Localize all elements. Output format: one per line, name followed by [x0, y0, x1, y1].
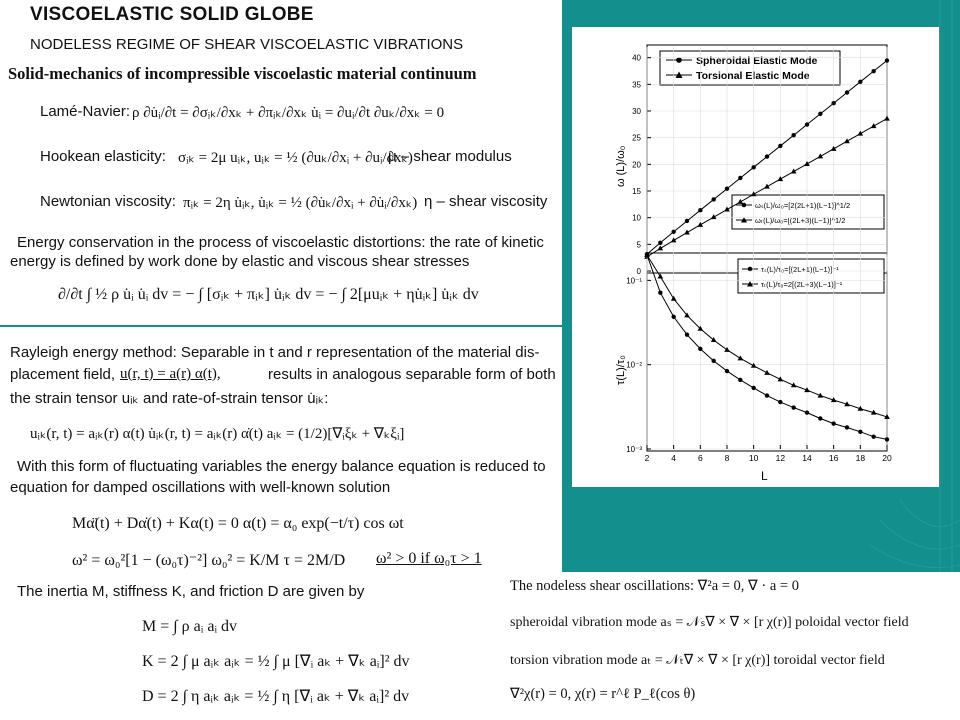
lower-spheroidal-point: [738, 378, 742, 382]
lower-y-tick-label: 10⁻²: [626, 360, 642, 370]
lower-spheroidal-point: [858, 430, 862, 434]
upper-spheroidal-point: [885, 58, 889, 62]
lower-spheroidal-point: [658, 291, 662, 295]
lower-spheroidal-point: [845, 425, 849, 429]
x-tick-label: 14: [802, 453, 812, 463]
upper-torsional-point: [711, 214, 717, 219]
lower-spheroidal-point: [711, 359, 715, 363]
frequency-equation: ω² = ω₀²[1 − (ω₀τ)⁻²] ω₀² = K/M τ = 2M/D: [72, 552, 346, 569]
energy-text-1: Energy conservation in the process of viscoelastic distortions: the rate of kinetic: [17, 234, 544, 251]
lower-spheroidal-point: [685, 332, 689, 336]
upper-spheroidal-point: [805, 122, 809, 126]
lower-spheroidal-point: [778, 400, 782, 404]
lower-torsional-point: [751, 363, 757, 368]
lower-y-tick-label: 10⁻³: [626, 445, 642, 454]
upper-spheroidal-point: [871, 69, 875, 73]
lower-spheroidal-point: [671, 315, 675, 319]
strain-equation: uᵢₖ(r, t) = aᵢₖ(r) α(t) u̇ᵢₖ(r, t) = aᵢₖ(r) α̇(t) aᵢₖ = (1/2)[∇ᵢξₖ + ∇ₖξᵢ]: [30, 426, 405, 442]
upper-spheroidal-point: [818, 112, 822, 116]
hooke-equation: σᵢₖ = 2μ uᵢₖ, uᵢₖ = ½ (∂uₖ/∂xᵢ + ∂uᵢ/∂xₖ): [178, 150, 413, 166]
x-tick-label: 16: [828, 453, 839, 463]
upper-torsional-point: [658, 245, 664, 250]
lower-torsional-point: [738, 355, 744, 360]
slide-subtitle: NODELESS REGIME OF SHEAR VISCOELASTIC VIBRATIONS: [30, 36, 464, 53]
upper-torsional-point: [724, 207, 730, 212]
lame-equation: ρ ∂u̇ᵢ/∂t = ∂σᵢₖ/∂xₖ + ∂πᵢₖ/∂xₖ u̇ᵢ = ∂uᵢ/∂t ∂uₖ/∂xₖ = 0: [132, 105, 445, 121]
upper-torsional-point: [751, 191, 757, 196]
upper-y-tick-label: 30: [632, 107, 641, 116]
upper-y-tick-label: 20: [632, 160, 641, 170]
lower-torsional-point: [724, 347, 730, 352]
lower-torsional-point: [671, 296, 677, 301]
upper-torsional-point: [844, 138, 850, 143]
upper-y-axis-label: ω (L)/ω₀: [615, 145, 627, 187]
upper-y-tick-label: 0: [636, 267, 641, 276]
lower-formula-spheroidal-label: τₛ(L)/τ₀=[(2L+1)(L−1)]⁻¹: [761, 265, 839, 274]
rayleigh-text-2b: u(r, t) = a(r) α(t),: [120, 366, 221, 382]
upper-torsional-point: [871, 123, 877, 128]
upper-spheroidal-point: [738, 176, 742, 180]
nodeless-line-3: torsion vibration mode aₜ = 𝒩ₜ∇ × ∇ × [r χ(r)] toroidal vector field: [510, 653, 885, 668]
x-tick-label: 18: [855, 453, 866, 463]
x-axis-label: L: [761, 469, 768, 483]
stiffness-equation: K = 2 ∫ μ aᵢₖ aᵢₖ = ½ ∫ μ [∇ᵢ aₖ + ∇ₖ aᵢ]² dv: [142, 653, 410, 670]
lame-label: Lamé-Navier:: [40, 103, 131, 120]
upper-spheroidal-point: [658, 241, 662, 245]
upper-torsional-point: [698, 222, 704, 227]
upper-y-tick-label: 10: [632, 213, 641, 223]
lower-spheroidal-point: [805, 410, 809, 414]
x-tick-label: 20: [882, 453, 892, 463]
upper-y-tick-label: 5: [636, 240, 641, 250]
upper-spheroidal-point: [765, 154, 769, 158]
energy-equation: ∂/∂t ∫ ½ ρ u̇ᵢ u̇ᵢ dv = − ∫ [σᵢₖ + πᵢₖ] u̇ᵢₖ dv = − ∫ 2[μuᵢₖ + ηu̇ᵢₖ] u̇ᵢₖ dv: [58, 286, 479, 303]
newton-tail: η – shear viscosity: [424, 193, 548, 210]
lower-spheroidal-point: [818, 416, 822, 420]
lower-spheroidal-point: [698, 347, 702, 351]
x-tick-label: 6: [697, 453, 703, 463]
upper-formula-torsional-label: ωₜ(L)/ω₀=[(2L+3)(L−1)]^1/2: [755, 216, 846, 225]
oscillation-equation: Mα̈(t) + Dα̇(t) + Kα(t) = 0 α(t) = α₀ exp(−t/τ) cos ωt: [72, 515, 404, 532]
rayleigh-text-2c: results in analogous separable form of both: [268, 366, 556, 383]
upper-spheroidal-point: [711, 197, 715, 201]
upper-torsional-point: [671, 237, 677, 242]
x-tick-label: 10: [748, 453, 759, 463]
upper-spheroidal-point: [725, 187, 729, 191]
nodeless-line-4: ∇²χ(r) = 0, χ(r) = r^ℓ P_ℓ(cos θ): [510, 686, 696, 702]
slide-title: VISCOELASTIC SOLID GLOBE: [30, 4, 314, 25]
upper-spheroidal-point: [791, 133, 795, 137]
fluct-text-1: With this form of fluctuating variables the energy balance equation is reduced to: [17, 458, 546, 475]
upper-spheroidal-point: [751, 165, 755, 169]
hooke-label: Hookean elasticity:: [40, 148, 166, 165]
x-tick-label: 12: [775, 453, 786, 463]
nodeless-line-2: spheroidal vibration mode aₛ = 𝒩ₛ∇ × ∇ × [r χ(r)] poloidal vector field: [510, 615, 909, 630]
inertia-text: The inertia M, stiffness K, and friction D are given by: [17, 583, 365, 600]
upper-spheroidal-point: [831, 101, 835, 105]
legend-torsional-label: Torsional Elastic Mode: [696, 70, 810, 82]
rayleigh-text-2a: placement field,: [10, 366, 116, 383]
upper-y-tick-label: 25: [632, 133, 641, 143]
upper-y-tick-label: 40: [632, 53, 641, 63]
newton-label: Newtonian viscosity:: [40, 193, 176, 210]
nodeless-oscillations-box: [500, 572, 960, 720]
friction-equation: D = 2 ∫ η aᵢₖ aᵢₖ = ½ ∫ η [∇ᵢ aₖ + ∇ₖ aᵢ]² dv: [142, 688, 410, 705]
lower-spheroidal-point: [765, 393, 769, 397]
hooke-tail: μ – shear modulus: [388, 148, 512, 165]
upper-torsional-point: [858, 131, 864, 136]
upper-spheroidal-point: [685, 219, 689, 223]
upper-torsional-point: [791, 169, 797, 174]
lower-spheroidal-point: [725, 369, 729, 373]
upper-torsional-point: [884, 116, 890, 121]
inertia-equation: M = ∫ ρ aᵢ aᵢ dv: [142, 618, 238, 635]
upper-y-tick-label: 15: [632, 187, 641, 196]
upper-torsional-point: [831, 146, 837, 151]
upper-spheroidal-point: [858, 80, 862, 84]
upper-y-tick-label: 35: [632, 80, 641, 90]
chart-panel: [572, 27, 939, 487]
newton-equation: πᵢₖ = 2η u̇ᵢₖ, u̇ᵢₖ = ½ (∂u̇ₖ/∂xᵢ + ∂u̇ᵢ/∂xₖ): [183, 195, 418, 211]
rayleigh-text-1: Rayleigh energy method: Separable in t and r representation of the material dis-: [10, 344, 540, 361]
lower-spheroidal-point: [791, 405, 795, 409]
lower-spheroidal-point: [831, 421, 835, 425]
upper-spheroidal-point: [778, 144, 782, 148]
section-divider: [0, 325, 562, 327]
lower-y-tick-label: 10⁻¹: [626, 276, 642, 286]
upper-torsional-point: [818, 153, 824, 158]
upper-torsional-point: [684, 230, 690, 235]
fluct-text-2: equation for damped oscillations with well-known solution: [10, 479, 391, 496]
lower-spheroidal-point: [751, 386, 755, 390]
lower-formula-torsional-label: τₜ(L)/τ₀=2[(2L+3)(L−1)]⁻¹: [761, 280, 843, 289]
x-tick-label: 8: [724, 453, 730, 463]
rayleigh-text-3: the strain tensor uᵢₖ and rate-of-strain tensor u̇ᵢₖ:: [10, 390, 329, 407]
frequency-condition: ω² > 0 if ω₀τ > 1: [376, 550, 482, 567]
section-heading: Solid-mechanics of incompressible viscoelastic material continuum: [8, 64, 477, 83]
legend-spheroidal-label: Spheroidal Elastic Mode: [696, 55, 818, 67]
upper-torsional-point: [764, 184, 770, 189]
upper-formula-spheroidal-label: ωₛ(L)/ω₀=[2(2L+1)(L−1)]^1/2: [755, 201, 851, 210]
lower-y-axis-label: τ(L)/τ₀: [615, 355, 627, 385]
upper-torsional-point: [804, 161, 810, 166]
lower-spheroidal-point: [885, 437, 889, 441]
upper-torsional-point: [778, 176, 784, 181]
chart-svg: [572, 27, 939, 487]
energy-text-2: energy is defined by work done by elastic and viscous shear stresses: [10, 253, 470, 270]
nodeless-line-1: The nodeless shear oscillations: ∇²a = 0, ∇ · a = 0: [510, 578, 799, 594]
upper-spheroidal-point: [845, 90, 849, 94]
x-tick-label: 2: [644, 453, 650, 463]
upper-spheroidal-point: [698, 208, 702, 212]
upper-spheroidal-point: [671, 230, 675, 234]
lower-spheroidal-point: [871, 434, 875, 438]
x-tick-label: 4: [671, 453, 677, 463]
